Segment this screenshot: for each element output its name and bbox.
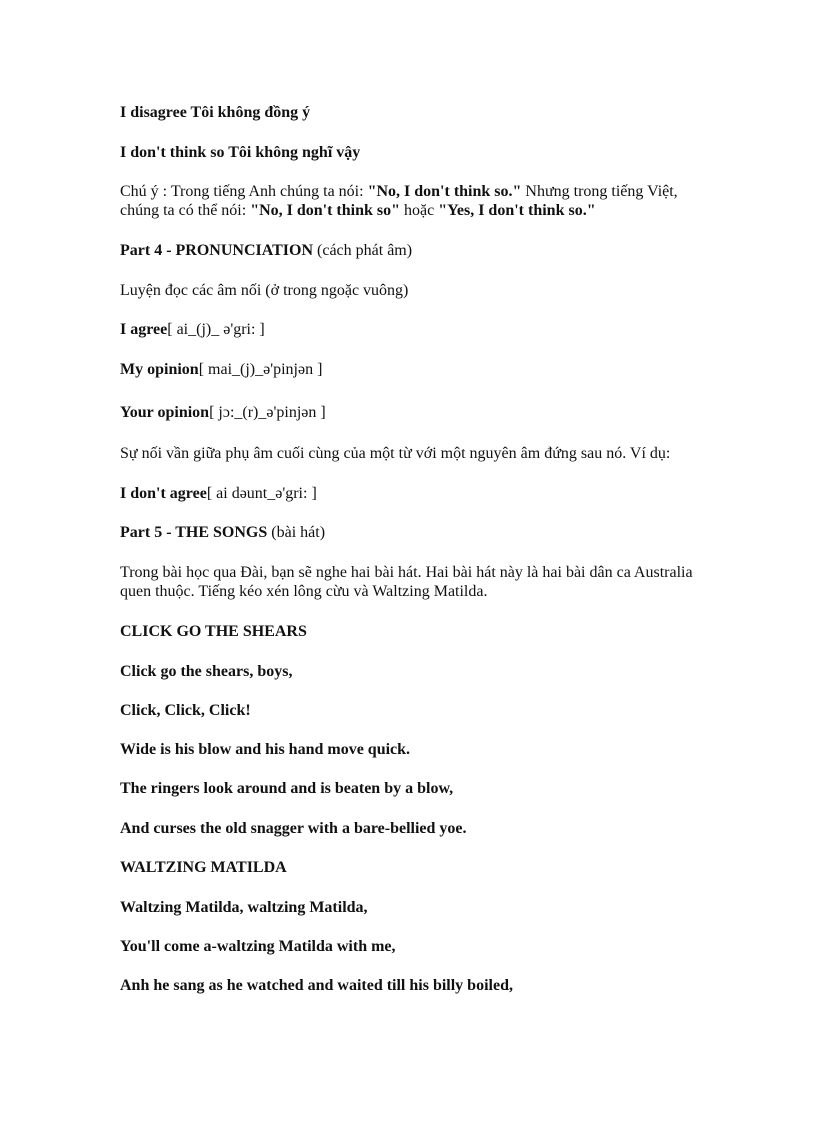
- my-opinion-phrase: My opinion: [120, 361, 199, 378]
- practice-line: [120, 281, 408, 300]
- part5-heading: [120, 523, 325, 542]
- dont-think-line: [120, 143, 360, 162]
- note-quote-2: "No, I don't think so": [250, 202, 400, 219]
- dont-agree-ipa: [ ai dəunt_ə'gri: ]: [206, 485, 317, 502]
- note-quote-3: "Yes, I don't think so.": [438, 202, 596, 219]
- part4-subtitle: (cách phát âm): [313, 242, 413, 259]
- part5-title: Part 5 - THE SONGS: [120, 524, 268, 541]
- note-part-2: Nhưng trong tiếng Việt, chúng ta có thể nói:: [120, 183, 678, 219]
- song2-lyric-1: [120, 898, 368, 917]
- songs-intro-text: Trong bài học qua Đài, bạn sẽ nghe hai bài hát. Hai bài hát này là hai bài dân ca Australia quen thuộc. Tiếng kéo xén lông cừu và Waltzing Matilda.: [120, 564, 693, 600]
- song2-lyric-2-text: You'll come a-waltzing Matilda with me,: [120, 938, 396, 955]
- song1-lyric-2: [120, 701, 251, 720]
- my-opinion-line: [120, 360, 322, 379]
- song1-lyric-3: [120, 740, 410, 759]
- part4-title: Part 4 - PRONUNCIATION: [120, 242, 314, 259]
- song1-lyric-4: [120, 779, 453, 798]
- song1-title-line: [120, 622, 307, 641]
- my-opinion-ipa: [ mai_(j)_ə'pinjən ]: [198, 361, 323, 378]
- note-paragraph: [120, 182, 720, 220]
- songs-intro-paragraph: [120, 563, 720, 601]
- note-part-1: Chú ý : Trong tiếng Anh chúng ta nói:: [120, 183, 368, 200]
- song2-title: WALTZING MATILDA: [120, 859, 287, 876]
- agree-line: [120, 320, 265, 339]
- song2-lyric-3-text: Anh he sang as he watched and waited till his billy boiled,: [120, 977, 513, 994]
- song1-lyric-3-text: Wide is his blow and his hand move quick.: [120, 741, 411, 758]
- song2-lyric-3: [120, 976, 513, 995]
- disagree-text: I disagree Tôi không đồng ý: [120, 104, 311, 121]
- dont-agree-phrase: I don't agree: [120, 485, 207, 502]
- song2-title-line: [120, 858, 287, 877]
- song1-lyric-2-text: Click, Click, Click!: [120, 702, 251, 719]
- dont-agree-line: [120, 484, 317, 503]
- linking-text: Sự nối vần giữa phụ âm cuối cùng của một từ với một nguyên âm đứng sau nó. Ví dụ:: [120, 445, 671, 462]
- your-opinion-phrase: Your opinion: [120, 404, 210, 421]
- agree-phrase: I agree: [120, 321, 168, 338]
- song1-lyric-1: [120, 662, 292, 681]
- note-quote-1: "No, I don't think so.": [367, 183, 522, 200]
- song1-lyric-4-text: The ringers look around and is beaten by a blow,: [120, 780, 454, 797]
- song1-lyric-1-text: Click go the shears, boys,: [120, 663, 293, 680]
- linking-line: [120, 444, 670, 463]
- song2-lyric-1-text: Waltzing Matilda, waltzing Matilda,: [120, 899, 368, 916]
- your-opinion-ipa: [ jɔ:_(r)_ə'pinjən ]: [209, 404, 326, 421]
- song1-lyric-5: [120, 819, 467, 838]
- song1-lyric-5-text: And curses the old snagger with a bare-bellied yoe.: [120, 820, 467, 837]
- note-part-3: hoặc: [400, 202, 439, 219]
- agree-ipa: [ ai_(j)_ ə'gri: ]: [167, 321, 265, 338]
- disagree-line: [120, 103, 310, 122]
- part4-heading: [120, 241, 412, 260]
- dont-think-text: I don't think so Tôi không nghĩ vậy: [120, 144, 361, 161]
- song1-title: CLICK GO THE SHEARS: [120, 623, 307, 640]
- part5-subtitle: (bài hát): [267, 524, 326, 541]
- your-opinion-line: [120, 403, 326, 422]
- song2-lyric-2: [120, 937, 396, 956]
- practice-text: Luyện đọc các âm nối (ở trong ngoặc vuông): [120, 282, 409, 299]
